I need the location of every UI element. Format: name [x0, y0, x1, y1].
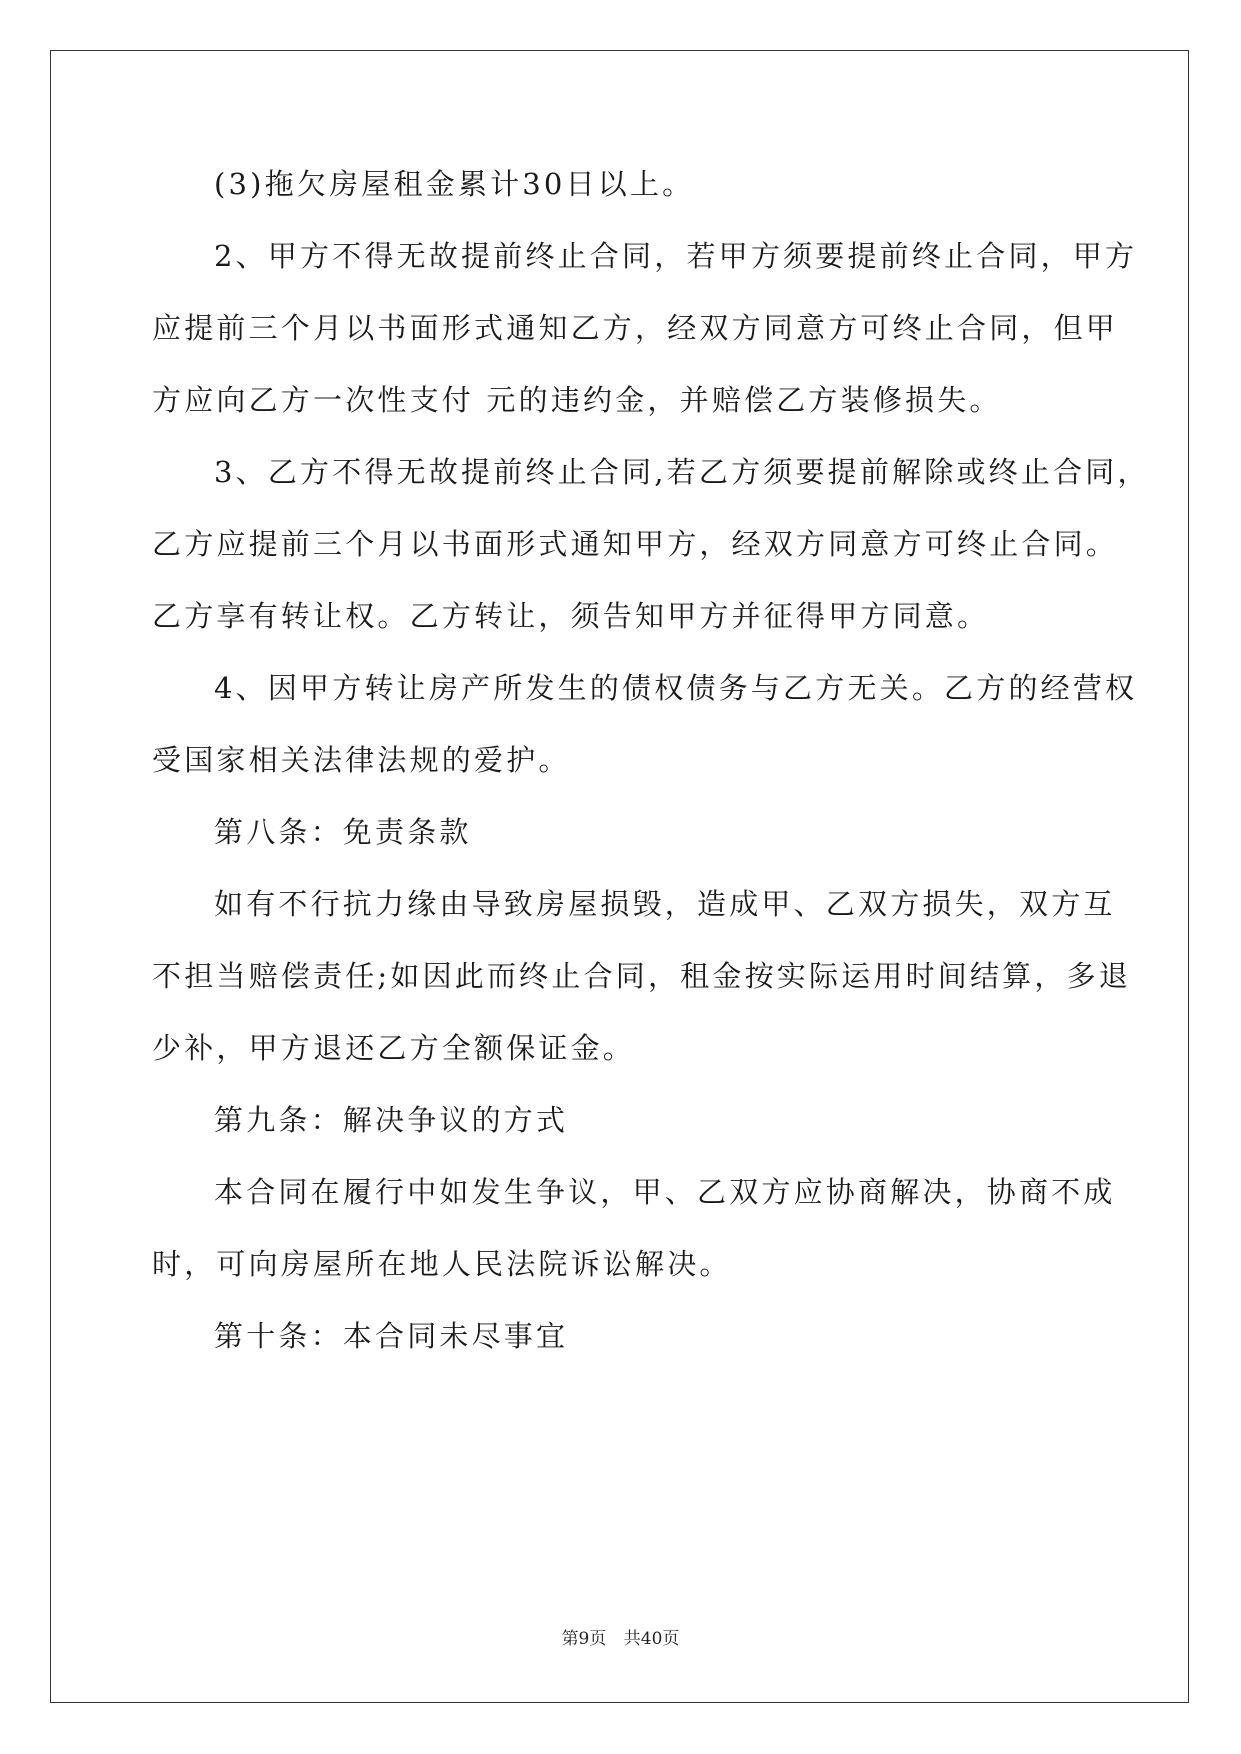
paragraph-line: 方应向乙方一次性支付 元的违约金，并赔偿乙方装修损失。: [152, 383, 1002, 417]
section-heading: 第十条：本合同未尽事宜: [214, 1319, 569, 1353]
paragraph-line: 应提前三个月以书面形式通知乙方，经双方同意方可终止合同，但甲: [152, 311, 1119, 345]
paragraph-line: 受国家相关法律法规的爱护。: [152, 743, 571, 777]
paragraph-line: 乙方应提前三个月以书面形式通知甲方，经双方同意方可终止合同。: [152, 527, 1119, 561]
paragraph-line: 乙方享有转让权。乙方转让，须告知甲方并征得甲方同意。: [152, 599, 990, 633]
paragraph-line: (3)拖欠房屋租金累计30日以上。: [214, 167, 695, 201]
paragraph-line: 2、甲方不得无故提前终止合同，若甲方须要提前终止合同，甲方: [214, 239, 1138, 273]
paragraph-line: 4、因甲方转让房产所发生的债权债务与乙方无关。乙方的经营权: [214, 671, 1138, 705]
paragraph-line: 少补，甲方退还乙方全额保证金。: [152, 1031, 636, 1065]
paragraph-line: 如有不行抗力缘由导致房屋损毁，造成甲、乙双方损失，双方互: [214, 887, 1116, 921]
section-heading: 第九条：解决争议的方式: [214, 1103, 569, 1137]
page-total: 共40页: [623, 1629, 680, 1649]
page-border: [50, 50, 1189, 1703]
paragraph-line: 本合同在履行中如发生争议，甲、乙双方应协商解决，协商不成: [214, 1175, 1116, 1209]
paragraph-line: 不担当赔偿责任;如因此而终止合同，租金按实际运用时间结算，多退: [152, 959, 1131, 993]
page-footer: [0, 1624, 1241, 1649]
paragraph-line: 3、乙方不得无故提前终止合同,若乙方须要提前解除或终止合同，: [214, 455, 1150, 489]
page-number: 第9页: [561, 1629, 607, 1649]
paragraph-line: 时，可向房屋所在地人民法院诉讼解决。: [152, 1247, 732, 1281]
section-heading: 第八条：免责条款: [214, 815, 472, 849]
